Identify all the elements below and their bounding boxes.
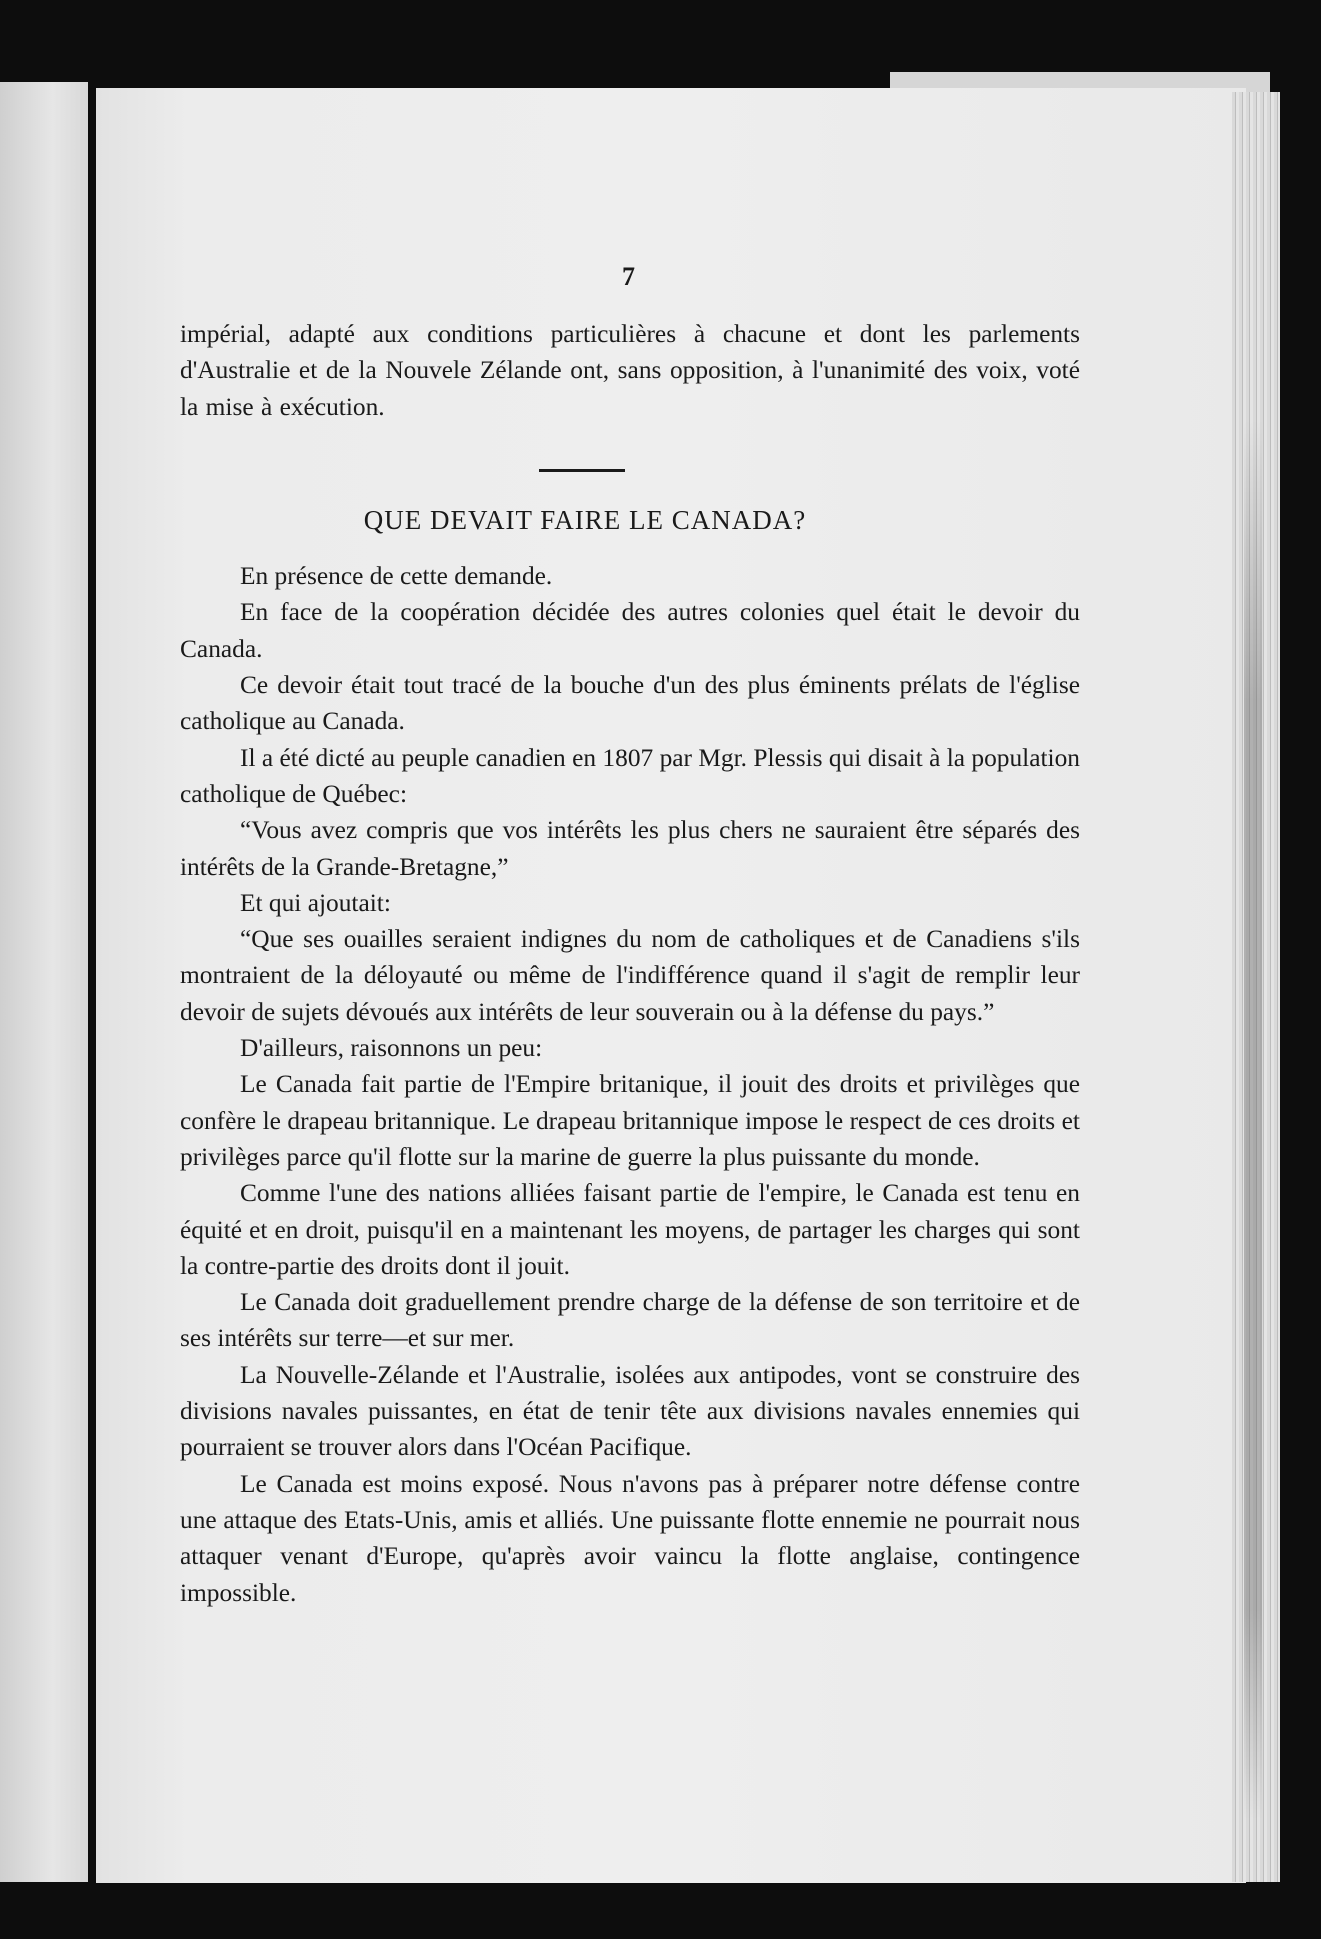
paragraph: D'ailleurs, raisonnons un peu:: [240, 1034, 543, 1063]
section-divider: [539, 469, 625, 472]
intro-paragraph: impérial, adapté aux conditions particulières à chacune et dont les parlements d'Australie et de la Nouvele Zélande ont, sans opposition, à l'unanimité des voix, voté la mise à exécution.: [180, 320, 1080, 421]
page-number: 7: [622, 262, 635, 291]
section-heading: QUE DEVAIT FAIRE LE CANADA?: [363, 504, 807, 535]
paragraph: Le Canada fait partie de l'Empire britanique, il jouit des droits et privilèges que confère le drapeau britannique. Le drapeau britannique impose le respect de ces droits et privilèges parce qu'il flotte sur la marine de guerre la plus puissante du monde.: [180, 1070, 1080, 1171]
paragraph: Ce devoir était tout tracé de la bouche d'un des plus éminents prélats de l'église catholique au Canada.: [180, 671, 1080, 736]
paragraph: Le Canada est moins exposé. Nous n'avons pas à préparer notre défense contre une attaque des Etats-Unis, amis et alliés. Une puissante flotte ennemie ne pourrait nous attaquer venant d'Europe, qu'après avoir vaincu la flotte anglaise, contingence impossible.: [180, 1469, 1080, 1607]
paragraph: Le Canada doit graduellement prendre charge de la défense de son territoire et de ses intérêts sur terre—et sur mer.: [180, 1288, 1080, 1353]
facing-page-edge: [0, 82, 88, 1882]
quote-paragraph: “Que ses ouailles seraient indignes du nom de catholiques et de Canadiens s'ils montraient de la déloyauté ou même de l'indifférence quand il s'agit de remplir leur devoir de sujets dévoués aux intérêts de leur souverain ou à la défense du pays.”: [180, 925, 1080, 1026]
paragraph: En présence de cette demande.: [240, 562, 553, 591]
paragraph: Comme l'une des nations alliées faisant partie de l'empire, le Canada est tenu en équité et en droit, puisqu'il en a maintenant les moyens, de partager les charges qui sont la contre-partie des droits dont il jouit.: [180, 1179, 1080, 1280]
paragraph: Il a été dicté au peuple canadien en 1807 par Mgr. Plessis qui disait à la population catholique de Québec:: [180, 743, 1080, 808]
page-text: [180, 258, 1080, 1611]
page-edge-shadow: [1244, 420, 1262, 1820]
quote-paragraph: “Vous avez compris que vos intérêts les plus chers ne sauraient être séparés des intérêts de la Grande-Bretagne,”: [180, 816, 1080, 881]
scan-top-border: [0, 62, 900, 84]
paragraph: En face de la coopération décidée des autres colonies quel était le devoir du Canada.: [180, 598, 1080, 663]
paragraph: La Nouvelle-Zélande et l'Australie, isolées aux antipodes, vont se construire des divisions navales puissantes, en état de tenir tête aux divisions navales ennemies qui pourraient se trouver alors dans l'Océan Pacifique.: [180, 1360, 1080, 1462]
paragraph: Et qui ajoutait:: [240, 888, 391, 917]
